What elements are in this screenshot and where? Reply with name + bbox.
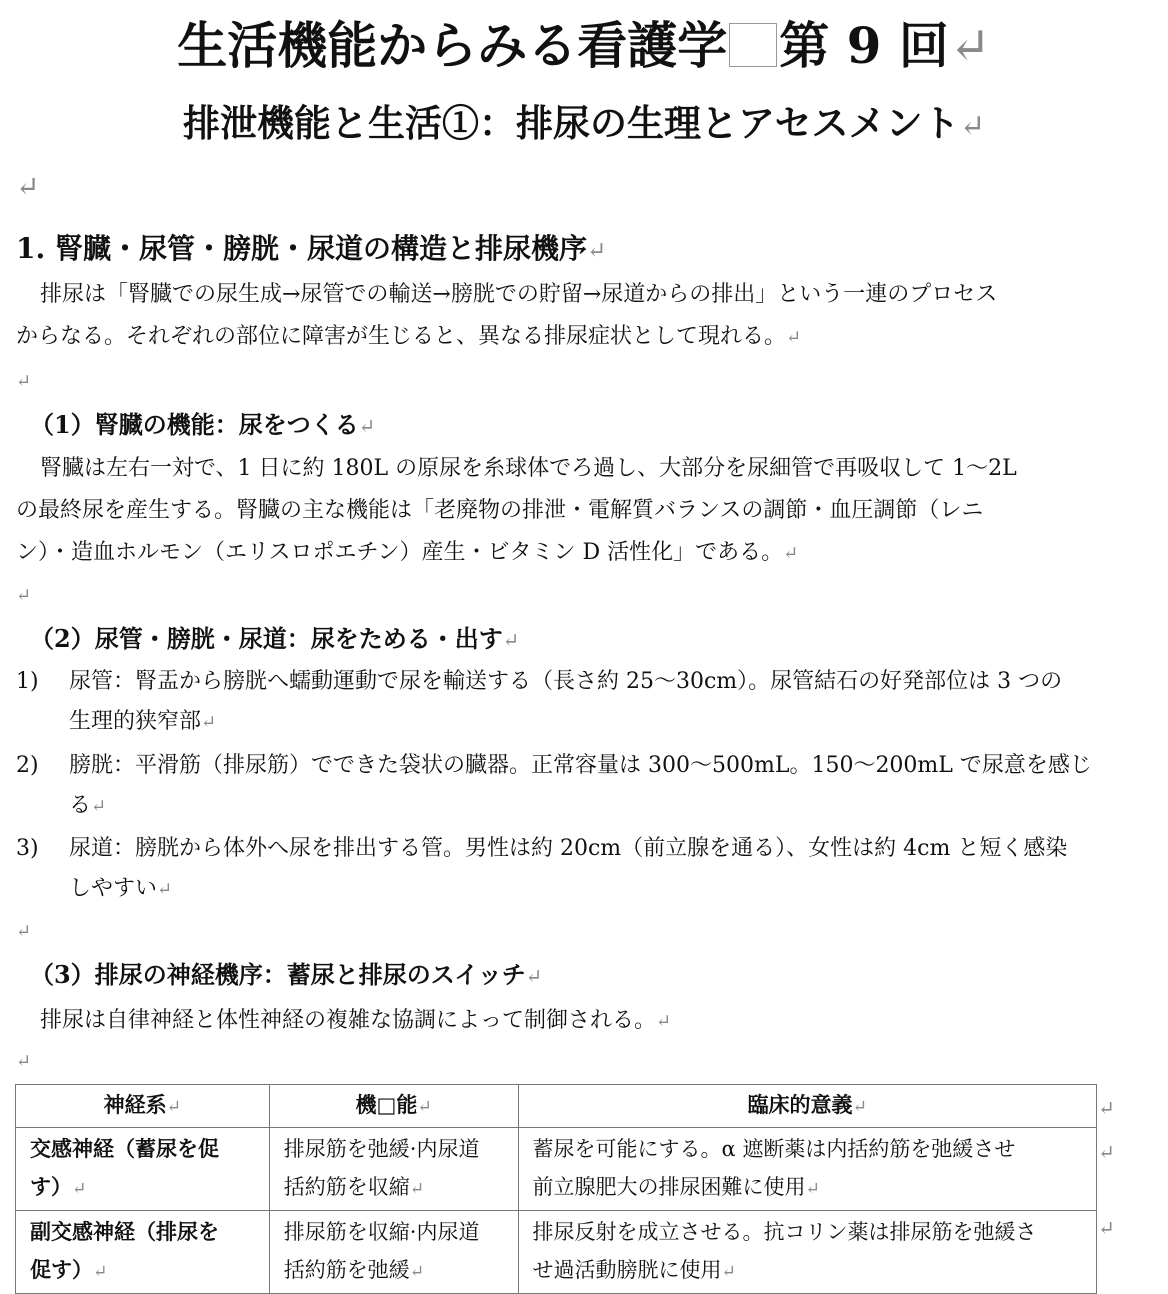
list-item: 3) 尿道：膀胱から体外へ尿を排出する管。男性は約 20cm（前立腺を通る）、女性は約 4cm と短く感染 しやすい↵ <box>16 836 1068 901</box>
table-header-cell: 神経系↵ <box>16 1085 270 1128</box>
empty-paragraph: ↵ <box>16 1051 32 1072</box>
table-cell: 蓄尿を可能にする。α 遮断薬は内括約筋を弛緩させ 前立腺肥大の排尿困難に使用↵ <box>518 1128 1096 1211</box>
missing-glyph-box <box>729 23 777 67</box>
list-item: 2) 膀胱：平滑筋（排尿筋）でできた袋状の臓器。正常容量は 300〜500mL。150〜200mL で尿意を感じ る↵ <box>16 753 1092 818</box>
subsection-heading-urinary-tract: （2）尿管・膀胱・尿道：尿をためる・出す↵ <box>30 624 520 653</box>
table-cell: 排尿筋を弛緩·内尿道 括約筋を収縮↵ <box>269 1128 518 1211</box>
empty-paragraph: ↵ <box>16 921 32 942</box>
table-row <box>16 1128 1097 1211</box>
empty-paragraph: ↵ <box>16 170 40 203</box>
table-cell: 排尿反射を成立させる。抗コリン薬は排尿筋を弛緩さ せ過活動膀胱に使用↵ <box>518 1211 1096 1294</box>
list-item: 1) 尿管：腎盂から膀胱へ蠕動運動で尿を輸送する（長さ約 25〜30cm）。尿管結石の好発部位は 3 つの 生理的狭窄部↵ <box>16 669 1063 734</box>
empty-paragraph: ↵ <box>16 585 32 606</box>
table-cell: 交感神経（蓄尿を促 す）↵ <box>16 1128 270 1211</box>
nerve-paragraph: 排尿は自律神経と体性神経の複雑な協調によって制御される。↵ <box>40 1008 672 1033</box>
table-header-row <box>16 1085 1097 1128</box>
nerve-table <box>15 1084 1097 1294</box>
subsection-heading-kidney: （1）腎臓の機能：尿をつくる↵ <box>30 410 376 439</box>
row-end-mark: ↵ <box>1098 1096 1115 1120</box>
table-row <box>16 1211 1097 1294</box>
table-cell: 副交感神経（排尿を 促す）↵ <box>16 1211 270 1294</box>
table-header-cell: 臨床的意義↵ <box>518 1085 1096 1128</box>
row-end-mark: ↵ <box>1098 1216 1115 1240</box>
kidney-paragraph: 腎臓は左右一対で、1 日に約 180L の原尿を糸球体でろ過し、大部分を尿細管で再吸収して 1〜2L の最終尿を産生する。腎臓の主な機能は「老廃物の排泄・電解質バランスの調節・血圧調節（レニ ン）・造血ホルモン（エリスロポエチン）産生・ビタミン D 活性化」である。↵ <box>16 456 1017 565</box>
subsection-heading-nerve: （3）排尿の神経機序：蓄尿と排尿のスイッチ↵ <box>30 960 543 989</box>
table-header-cell: 機□能↵ <box>269 1085 518 1128</box>
document-title: 生活機能からみる看護学 第 9 回↵ <box>177 16 991 75</box>
table-cell: 排尿筋を収縮·内尿道 括約筋を弛緩↵ <box>269 1211 518 1294</box>
row-end-mark: ↵ <box>1098 1140 1115 1164</box>
section-intro-paragraph: 排尿は「腎臓での尿生成→尿管での輸送→膀胱での貯留→尿道からの排出」という一連のプロセス からなる。それぞれの部位に障害が生じると、異なる排尿症状として現れる。↵ <box>16 282 998 349</box>
document-subtitle: 排泄機能と生活①：排尿の生理とアセスメント↵ <box>182 101 986 145</box>
section-heading: 1. 腎臓・尿管・膀胱・尿道の構造と排尿機序↵ <box>16 232 607 265</box>
empty-paragraph: ↵ <box>16 371 32 392</box>
